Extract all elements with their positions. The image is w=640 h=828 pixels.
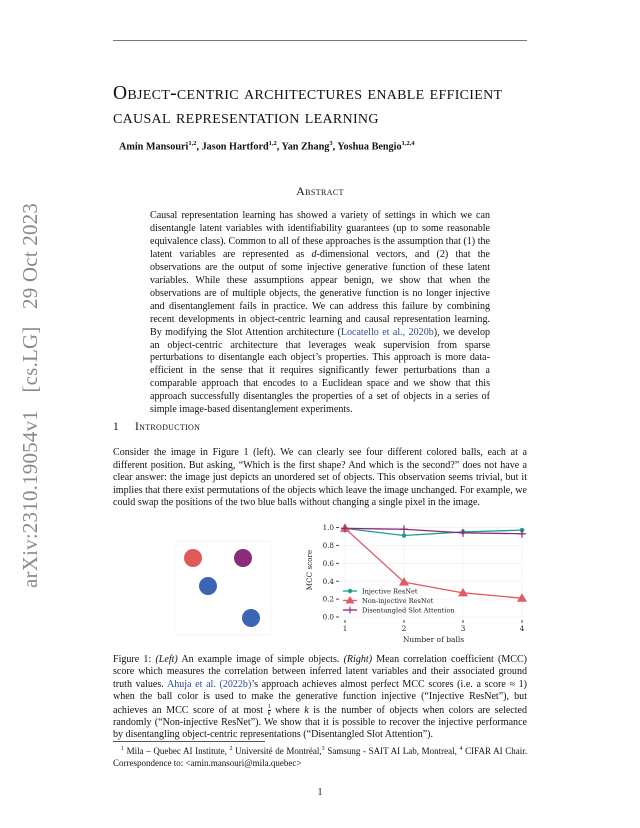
fraction-numerator: 1 [267,703,271,710]
footnote [113,744,527,769]
abstract-text: -dimensional vectors, and (2) that the observations are the output of some injective generative function of these latent variables. While these assumptions appear benign, we show that when the observations are of multiple objects, the generative function is no longer injective and disentanglement fails in practice. We can address this failure by combining recent developments in object-centric learning and causal representation learning. By modifying the Slot Attention architecture ( [150,248,490,338]
x-tick-label: 2 [401,624,407,633]
series-line [345,528,522,535]
paper-title: Object-centric architectures enable efficient causal representation learning [113,83,503,128]
arxiv-category: [cs.LG] [18,326,42,393]
top-rule [113,40,527,41]
x-tick-label: 1 [342,624,348,633]
mcc-chart [300,515,532,645]
abstract-text: ), we develop an object-centric architecture that leverages weak supervision from sparse perturbations to disentangle each object’s properties. This approach is more data-efficient in the sense that it requires significantly fewer perturbations than a comparable approach that encodes to a Euclidean space and we show that this approach successfully disentangles the properties of a set of objects in a series of simple image-based disentanglement experiments. [150,326,491,416]
caption-text: ’s approach achieves almost perfect MCC scores (i.e. a score ≈ 1) when the ball color is used to make the generative function injective (“Injective ResNet”), but achieves an MCC score of at most [113,678,527,716]
caption-text: where [270,704,305,716]
y-axis-label: MCC score [305,549,314,591]
legend-label: Non-injective ResNet [362,597,434,605]
x-tick-label: 4 [519,624,525,633]
data-point [518,530,526,538]
author-name: Yoshua Bengio [337,141,402,153]
y-tick-label: 0.0 [322,612,334,622]
citation-link[interactable]: Locatello et al., 2020b [340,326,434,338]
caption-left-tag: (Left) [155,654,178,665]
author-affiliation: 1,2 [268,140,277,147]
footnote-mark: 4 [459,746,463,752]
caption-text: is the number of objects when colors are selected randomly (“Non-injective ResNet”). We show that it is possible to recover the injective performance by disentangling object-centric representations (“Disentangled Slot Attention”). [113,704,528,741]
caption-right-tag: (Right) [343,654,373,665]
footnote-rule [113,741,265,742]
footnote-text: CIFAR AI Chair. Correspondence to: <amin.mansouri@mila.quebec> [113,746,527,768]
footnote-mark: 3 [321,746,325,752]
footnote-mark: 2 [229,746,233,752]
legend-marker [346,596,355,604]
ball-red [184,549,202,567]
legend-label: Disentangled Slot Attention [362,606,455,615]
abstract-math-d: d [311,248,317,260]
citation-link[interactable]: Ahuja et al. (2022b) [166,678,252,690]
abstract-heading: Abstract [296,184,344,198]
caption-math-k: k [304,704,309,716]
caption-text: Mean correlation coefficient (MCC) score which measures the correlation between inferred latent variables and their associated ground truth values. [113,654,528,690]
data-point [402,533,407,538]
footnote-mark: 1 [120,746,124,752]
ball-blue [199,577,217,595]
author-list: Amin Mansouri$^{1,2}$, Jason Hartford$^{1,2}$, Yan Zhang$^3$, Yoshua Bengio$^{1,2,4}$ [119,140,415,153]
legend-marker [348,589,352,593]
footnote-text: Samsung - SAIT AI Lab, Montreal, [324,746,460,756]
author-affiliation: 1,2 [188,140,197,147]
intro-paragraph: Consider the image in Figure 1 (left). We can clearly see four different colored balls, each at a different position. But asking, “Which is the first shape? And which is the second?” does not have a clear answer: the image just depicts an unordered set of objects. This observation seems trivial, but it implies that there exist permutations of the objects which leave the image unchanged. For example, we could swap the positions of the two blue balls without changing a single pixel in the image. [113,447,527,509]
section-number: 1 [113,421,120,433]
ball-blue [242,609,260,627]
y-tick-label: 0.4 [322,576,334,586]
footnote-text: Université de Montréal, [232,746,322,756]
y-tick-label: 0.6 [322,558,334,568]
abstract-body [150,210,490,417]
legend-label: Injective ResNet [362,587,418,596]
data-point [459,529,467,537]
section-title: Introduction [135,421,201,433]
arxiv-date: 29 Oct 2023 [18,202,42,309]
caption-text: An example image of simple objects. [177,654,344,665]
x-axis-label: Number of balls [402,635,465,644]
figure-caption [113,654,527,742]
author-affiliation: 1,2,4 [401,140,415,147]
author-affiliation: 3 [329,140,333,147]
figure-left-balls-image [176,542,270,634]
x-tick-label: 3 [460,624,466,633]
arxiv-id: arXiv:2310.19054v1 [18,410,42,588]
author-name: Yan Zhang [281,141,330,153]
y-tick-label: 0.8 [322,540,334,550]
caption-label: Figure 1: [113,654,152,665]
author-name: Amin Mansouri [119,141,189,153]
ball-purple [234,549,252,567]
footnote-text: Mila – Quebec AI Institute, [123,746,230,756]
author-name: Jason Hartford [201,141,269,153]
y-tick-label: 0.2 [322,594,334,604]
y-tick-label: 1.0 [322,523,334,533]
data-point [400,525,408,533]
fraction-denominator-text: k [267,710,271,717]
arxiv-stamp [18,191,43,588]
abstract-text: Causal representation learning has showed a variety of settings in which we can disentangle latent variables with identifiability guarantees (up to some reasonable equivalence class). Common to all of these approaches is the assumption that (1) the latent variables are represented as [150,210,490,260]
legend-marker [347,607,354,614]
page-number: 1 [317,787,323,798]
section-heading [113,421,200,433]
